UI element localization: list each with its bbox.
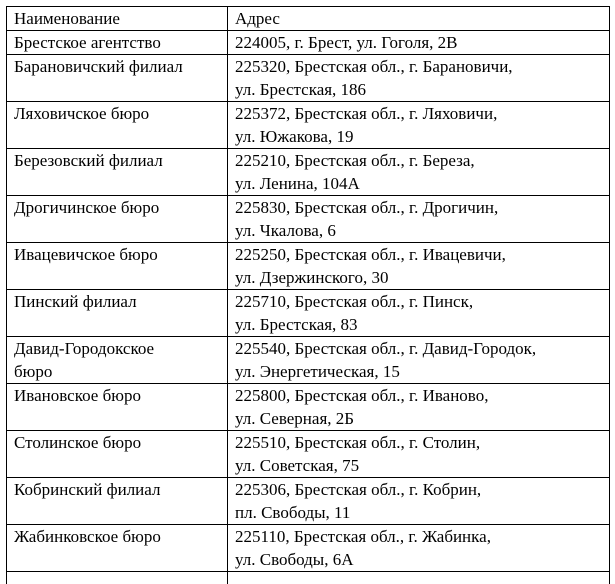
branch-name-line: бюро [14,360,227,383]
table-row [7,478,610,525]
address-line: ул. Северная, 2Б [235,407,609,430]
branch-address [228,525,610,572]
address-line: ул. Ленина, 104А [235,172,609,195]
address-line: 225210, Брестская обл., г. Береза, [235,149,609,172]
branch-name: Ляховичское бюро [7,102,228,149]
table-row [7,431,610,478]
address-line: ул. Советская, 75 [235,454,609,477]
table-row [7,384,610,431]
branch-name: Барановичский филиал [7,55,228,102]
address-line: 225372, Брестская обл., г. Ляховичи, [235,102,609,125]
branch-name-line: Давид-Городокское [14,337,227,360]
branch-address [228,337,610,384]
address-line: 225710, Брестская обл., г. Пинск, [235,290,609,313]
branch-address [228,55,610,102]
address-line: пл. Свободы, 11 [235,501,609,524]
address-line: 225540, Брестская обл., г. Давид-Городок, [235,337,609,360]
branch-name: Кобринский филиал [7,478,228,525]
address-line: 225510, Брестская обл., г. Столин, [235,431,609,454]
address-line: 224005, г. Брест, ул. Гоголя, 2В [235,31,609,54]
branch-address [228,478,610,525]
branch-address [228,31,610,55]
table-row [7,243,610,290]
branch-name: Жабинковское бюро [7,525,228,572]
branch-name: Ивацевичское бюро [7,243,228,290]
address-line: ул. Свободы, 6А [235,548,609,571]
branch-address [228,102,610,149]
table-row [7,149,610,196]
address-line: ул. Энергетическая, 15 [235,360,609,383]
table-row-partial [7,572,610,584]
branch-address [228,572,610,584]
table-row [7,290,610,337]
table-row [7,55,610,102]
address-line: 225250, Брестская обл., г. Ивацевичи, [235,243,609,266]
address-line: ул. Чкалова, 6 [235,219,609,242]
header-name: Наименование [7,7,228,31]
branch-name [7,337,228,384]
table-row [7,196,610,243]
address-line: ул. Брестская, 83 [235,313,609,336]
table-row [7,31,610,55]
branch-name: Столинское бюро [7,431,228,478]
branch-name: Ивановское бюро [7,384,228,431]
branch-name [7,572,228,584]
table-row [7,525,610,572]
branches-table [6,6,610,584]
address-line: ул. Брестская, 186 [235,78,609,101]
branch-address [228,431,610,478]
branch-address [228,243,610,290]
branch-address [228,384,610,431]
branch-name: Брестское агентство [7,31,228,55]
branch-name: Пинский филиал [7,290,228,337]
address-line: 225306, Брестская обл., г. Кобрин, [235,478,609,501]
address-line: 225110, Брестская обл., г. Жабинка, [235,525,609,548]
table-header-row [7,7,610,31]
branch-name: Дрогичинское бюро [7,196,228,243]
address-line: ул. Южакова, 19 [235,125,609,148]
table-row [7,102,610,149]
address-line: 225320, Брестская обл., г. Барановичи, [235,55,609,78]
branch-name: Березовский филиал [7,149,228,196]
branch-address [228,196,610,243]
branch-address [228,290,610,337]
table-row [7,337,610,384]
address-line: ул. Дзержинского, 30 [235,266,609,289]
address-line: 225800, Брестская обл., г. Иваново, [235,384,609,407]
header-address: Адрес [228,7,610,31]
address-line: 225830, Брестская обл., г. Дрогичин, [235,196,609,219]
branch-address [228,149,610,196]
